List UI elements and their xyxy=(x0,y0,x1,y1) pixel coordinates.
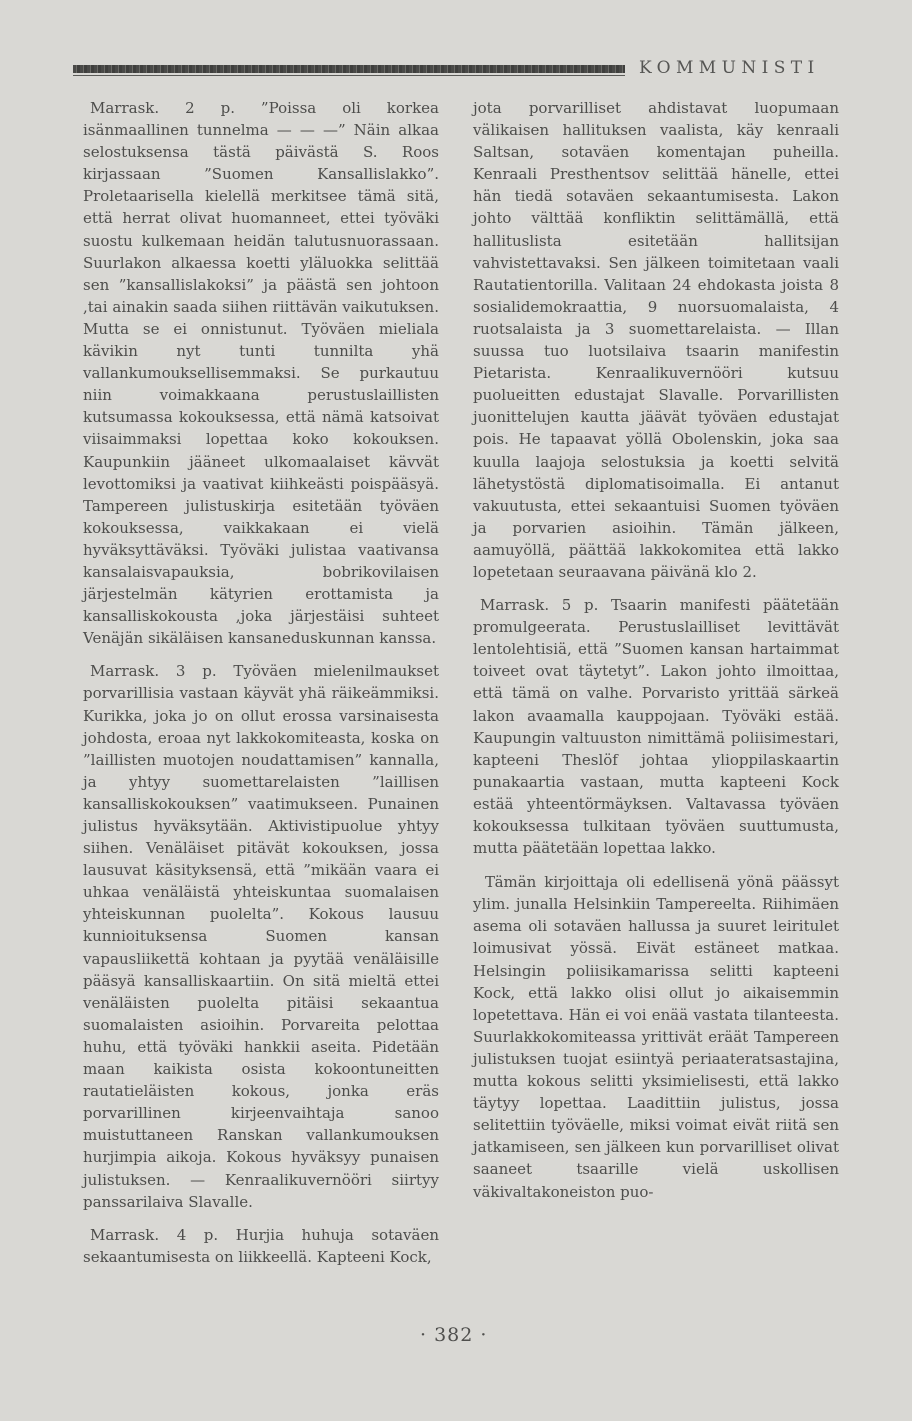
paragraph-nov-4-continued: jota porvarilliset ahdistavat luopumaan välikaisen hallituksen vaalista, käy kenraali Saltsan, sotaväen komentajan puheilla. Kenraali Presthentsov selittää hänelle, ettei hän tiedä sotaväen sekaantumisesta. Lakon johto välttää konfliktin selittämällä, että hallituslista esitetään hallitsijan vahvistettavaksi. Sen jälkeen toimitetaan vaali Rautatientorilla. Valitaan 24 ehdokasta joista 8 sosialidemokraattia, 9 nuorsuomalaista, 4 ruotsalaista ja 3 suomettarelaista. — Illan suussa tuo luotsilaiva tsaarin manifestin Pietarista. Kenraalikuvernööri kutsuu puolueitten edustajat Slavalle. Porvarillisten juonittelujen kautta jäävät työväen edustajat pois. He tapaavat yöllä Obolenskin, joka saa kuulla laajoja selostuksia ja koetti selvitä lähetystöstä diplomatisoimalla. Ei antanut vakuutusta, ettei sekaantuisi Suomen työväen ja porvarien asioihin. Tämän jälkeen, aamuyöllä, päättää lakkokomitea että lakko lopetetaan seuraavana päivänä klo 2. xyxy=(473,99,839,581)
right-column xyxy=(473,97,839,1203)
journal-title: KOMMUNISTI xyxy=(639,58,820,78)
paragraph-nov-5: Marrask. 5 p. Tsaarin manifesti päätetään promulgeerata. Perustuslailliset levittävät lentolehtisiä, että ”Suomen kansan hartaimmat toiveet ovat täytetyt”. Lakon johto ilmoittaa, että tämä on valhe. Porvaristo yrittää särkeä lakon avaamalla kauppojaan. Työväki estää. Kaupungin valtuuston nimittämä poliisimestari, kapteeni Theslöf johtaa ylioppilaskaartin punakaartia vastaan, mutta kapteeni Kock estää yhteentörmäyksen. Valtavassa työväen kokouksessa tulkitaan työväen suuttumusta, mutta päätetään lopettaa lakko. xyxy=(473,596,839,858)
left-column xyxy=(83,97,439,1268)
paragraph-nov-4: Marrask. 4 p. Hurjia huhuja sotaväen sekaantumisesta on liikkeellä. Kapteeni Kock, xyxy=(83,1225,439,1266)
paragraph-nov-2: Marrask. 2 p. ”Poissa oli korkea isänmaallinen tunnelma — — —” Näin alkaa selostuksensa tästä päivästä S. Roos kirjassaan ”Suomen Kansallislakko”. Proletaarisella kielellä merkitsee tämä sitä, että herrat olivat huomanneet, ettei työväki suostu kulkemaan heidän talutusnuorassaan. Suurlakon alkaessa koetti yläluokka selittää sen ”kansallislakoksi” ja päästä sen johtoon ,tai ainakin saada siihen riittävän vaikutuksen. Mutta se ei onnistunut. Työväen mieliala kävikin nyt tunti tunnilta yhä vallankumouksellisemmaksi. Se purkautuu niin voimakkaana perustuslaillisten kutsumassa kokouksessa, että nämä katsoivat viisaimmaksi lopettaa koko kokouksen. Kaupunkiin jääneet ulkomaalaiset kävvät levottomiksi ja vaativat kiihkeästi poispääsyä. Tampereen julistuskirja esitetään työväen kokouksessa, vaikkakaan ei vielä hyväksyttäväksi. Työväki julistaa vaativansa kansalaisvapauksia, bobrikovilaisen järjestelmän kätyrien erottamista ja kansalliskokousta ,joka järjestäisi suhteet Venäjän sikäläisen kansaneduskunnan kanssa. xyxy=(83,99,439,648)
paragraph-author-account: Tämän kirjoittaja oli edellisenä yönä päässyt ylim. junalla Helsinkiin Tampereelta. Riihimäen asema oli sotaväen hallussa ja suuret leiritulet loimusivat yössä. Eivät estäneet matkaa. Helsingin poliisikamarissa selitti kapteeni Kock, että lakko olisi ollut jo aikaisemmin lopetettava. Hän ei voi enää vastata tilanteesta. Suurlakkokomiteassa yrittivät eräät Tampereen julistuksen tuojat esiintyä periaateratsastajina, mutta kokous selitti yksimielisesti, että lakko täytyy lopettaa. Laadittiin julistus, jossa selitettiin työväelle, miksi voimat eivät riitä sen jatkamiseen, sen jälkeen kun porvarilliset olivat saaneet tsaarille vielä uskollisen väkivaltakoneiston puo- xyxy=(473,873,839,1201)
page-number: · 382 · xyxy=(420,1324,488,1346)
paragraph-nov-3: Marrask. 3 p. Työväen mielenilmaukset porvarillisia vastaan käyvät yhä räikeämmiksi. Kurikka, joka jo on ollut erossa varsinaisesta johdosta, eroaa nyt lakkokomiteasta, koska on ”laillisten muotojen noudattamisen” kannalla, ja yhtyy suomettarelaisten ”laillisen kansalliskokouksen” vaatimukseen. Punainen julistus hyväksytään. Aktivistipuolue yhtyy siihen. Venäläiset pitävät kokouksen, jossa lausuvat käsityksensä, että ”mikään vaara ei uhkaa venäläistä yhteiskuntaa suomalaisen yhteiskunnan puolelta”. Kokous lausuu kunnioituksensa Suomen kansan vapausliikettä kohtaan ja pyytää venäläisille pääsyä kansalliskaartiin. On sitä mieltä ettei venäläisten puolelta pitäisi sekaantua suomalaisten asioihin. Porvareita pelottaa huhu, että työväki hankkii aseita. Pidetään maan kaikista osista kokoontuneitten rautatieläisten kokous, jonka eräs porvarillinen kirjeenvaihtaja sanoo muistuttaneen Ranskan vallankumouksen hurjimpia aikoja. Kokous hyväksyy punaisen julistuksen. — Kenraalikuvernööri siirtyy panssarilaiva Slavalle. xyxy=(83,662,439,1211)
header-rule-thin xyxy=(73,75,625,76)
header-rule xyxy=(73,65,625,73)
running-head xyxy=(73,58,853,86)
